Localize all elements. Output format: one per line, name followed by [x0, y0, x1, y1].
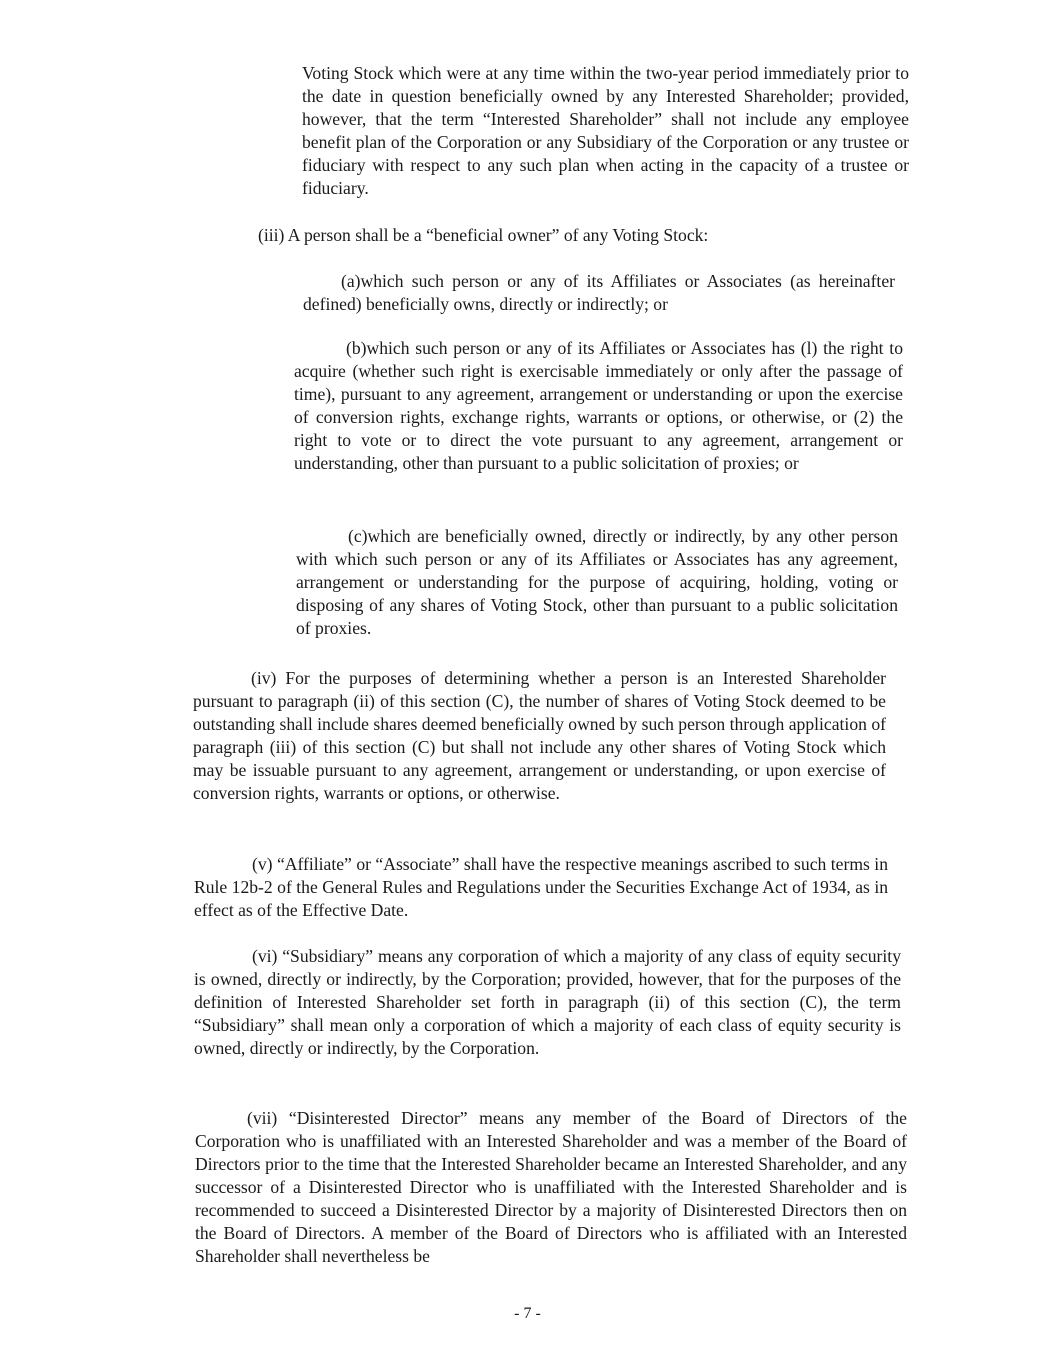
page-number: - 7 -: [514, 1305, 541, 1322]
paragraph-iii-item-b: (b)which such person or any of its Affiliates or Associates has (l) the right to acquire (whether such right is exercisable immediately or only after the passage of time), pursuant to any agreement, arrangement or understanding or upon the exercise of conversion rights, exchange rights, warrants or options, or otherwise, or (2) the right to vote or to direct the vote pursuant to any agreement, arrangement or understanding, other than pursuant to a public solicitation of proxies; or: [294, 338, 903, 473]
paragraph-iv: (iv) For the purposes of determining whether a person is an Interested Shareholder pursuant to paragraph (ii) of this section (C), the number of shares of Voting Stock deemed to be outstanding shall include shares deemed beneficially owned by such person through application of paragraph (iii) of this section (C) but shall not include any other shares of Voting Stock which may be issuable pursuant to any agreement, arrangement or understanding, or upon exercise of conversion rights, warrants or options, or otherwise.: [193, 668, 886, 803]
paragraph-vii: (vii) “Disinterested Director” means any member of the Board of Directors of the Corporation who is unaffiliated with an Interested Shareholder and was a member of the Board of Directors prior to the time that the Interested Shareholder became an Interested Shareholder, and any successor of a Disinterested Director who is unaffiliated with the Interested Shareholder and is recommended to succeed a Disinterested Director by a majority of Disinterested Directors then on the Board of Directors. A member of the Board of Directors who is affiliated with an Interested Shareholder shall nevertheless be: [195, 1108, 907, 1266]
paragraph-iii-item-c: (c)which are beneficially owned, directly or indirectly, by any other person with which such person or any of its Affiliates or Associates has any agreement, arrangement or understanding for the purpose of acquiring, holding, voting or disposing of any shares of Voting Stock, other than pursuant to a public solicitation of proxies.: [296, 526, 898, 638]
paragraph-iii-intro: (iii) A person shall be a “beneficial owner” of any Voting Stock:: [258, 225, 709, 245]
paragraph-v: (v) “Affiliate” or “Associate” shall have the respective meanings ascribed to such terms in Rule 12b-2 of the General Rules and Regulations under the Securities Exchange Act of 1934, as in effect as of the Effective Date.: [194, 854, 888, 920]
paragraph-vi: (vi) “Subsidiary” means any corporation of which a majority of any class of equity security is owned, directly or indirectly, by the Corporation; provided, however, that for the purposes of the definition of Interested Shareholder set forth in paragraph (ii) of this section (C), the term “Subsidiary” shall mean only a corporation of which a majority of each class of equity security is owned, directly or indirectly, by the Corporation.: [194, 946, 901, 1058]
continuation-paragraph: Voting Stock which were at any time within the two-year period immediately prior to the date in question beneficially owned by any Interested Shareholder; provided, however, that the term “Interested Shareholder” shall not include any employee benefit plan of the Corporation or any Subsidiary of the Corporation or any trustee or fiduciary with respect to any such plan when acting in the capacity of a trustee or fiduciary.: [302, 63, 909, 198]
paragraph-iii-item-a: (a)which such person or any of its Affiliates or Associates (as hereinafter defined) beneficially owns, directly or indirectly; or: [303, 271, 895, 314]
